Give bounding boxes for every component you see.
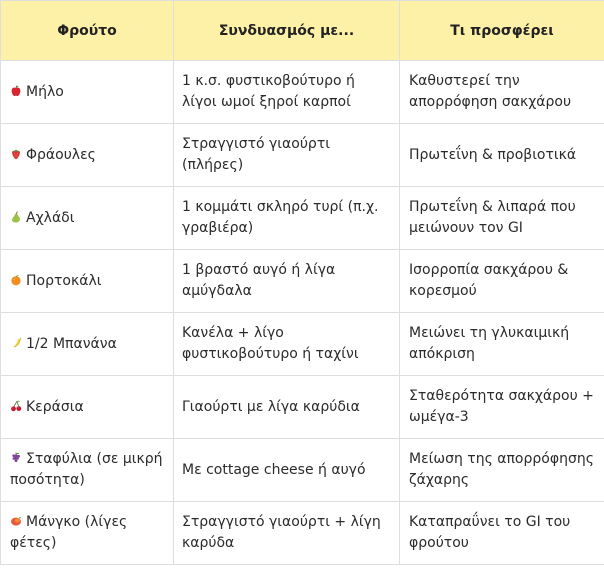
combination-cell: 1 κ.σ. φυστικοβούτυρο ή λίγοι ωμοί ξηροί καρποί — [174, 61, 400, 124]
strawberry-icon — [10, 148, 22, 160]
fruit-name: 1/2 Μπανάνα — [26, 335, 117, 352]
table-row — [1, 187, 604, 250]
apple-icon — [10, 85, 22, 97]
fruit-cell — [1, 124, 174, 187]
combination-cell: Γιαούρτι με λίγα καρύδια — [174, 376, 400, 439]
fruit-name: Σταφύλια (σε μικρή ποσότητα) — [10, 451, 163, 488]
orange-icon — [10, 274, 22, 286]
table-row — [1, 313, 604, 376]
benefit-cell: Σταθερότητα σακχάρου + ωμέγα-3 — [400, 376, 604, 439]
combination-cell: 1 βραστό αυγό ή λίγα αμύγδαλα — [174, 250, 400, 313]
table-row — [1, 124, 604, 187]
table-row — [1, 376, 604, 439]
combination-cell: 1 κομμάτι σκληρό τυρί (π.χ. γραβιέρα) — [174, 187, 400, 250]
header-combination: Συνδυασμός με... — [174, 1, 400, 61]
fruit-cell — [1, 187, 174, 250]
pear-icon — [10, 211, 22, 223]
benefit-cell: Πρωτεΐνη & προβιοτικά — [400, 124, 604, 187]
fruit-cell — [1, 502, 174, 565]
banana-icon — [10, 337, 22, 349]
benefit-cell: Πρωτεΐνη & λιπαρά που μειώνουν τον GI — [400, 187, 604, 250]
mango-icon — [10, 515, 22, 527]
header-benefit: Τι προσφέρει — [400, 1, 604, 61]
table-row — [1, 502, 604, 565]
combination-cell: Στραγγιστό γιαούρτι (πλήρες) — [174, 124, 400, 187]
table-row — [1, 61, 604, 124]
fruit-cell — [1, 61, 174, 124]
fruit-cell — [1, 313, 174, 376]
table-header-row — [1, 1, 604, 61]
benefit-cell: Καταπραΰνει το GI του φρούτου — [400, 502, 604, 565]
fruit-name: Μήλο — [26, 83, 64, 100]
fruit-cell — [1, 250, 174, 313]
fruit-cell — [1, 376, 174, 439]
table-row — [1, 250, 604, 313]
benefit-cell: Καθυστερεί την απορρόφηση σακχάρου — [400, 61, 604, 124]
table-row — [1, 439, 604, 502]
combination-cell: Κανέλα + λίγο φυστικοβούτυρο ή ταχίνι — [174, 313, 400, 376]
fruit-name: Φράουλες — [26, 146, 96, 163]
fruit-name: Αχλάδι — [26, 209, 75, 226]
fruit-name: Κεράσια — [26, 398, 84, 415]
benefit-cell: Ισορροπία σακχάρου & κορεσμού — [400, 250, 604, 313]
header-fruit: Φρούτο — [1, 1, 174, 61]
cherries-icon — [10, 400, 22, 412]
grapes-icon — [10, 452, 22, 464]
combination-cell: Με cottage cheese ή αυγό — [174, 439, 400, 502]
fruit-name: Πορτοκάλι — [26, 272, 102, 289]
fruit-cell — [1, 439, 174, 502]
combination-cell: Στραγγιστό γιαούρτι + λίγη καρύδα — [174, 502, 400, 565]
fruit-name: Μάνγκο (λίγες φέτες) — [10, 514, 128, 551]
benefit-cell: Μείωση της απορρόφησης ζάχαρης — [400, 439, 604, 502]
benefit-cell: Μειώνει τη γλυκαιμική απόκριση — [400, 313, 604, 376]
